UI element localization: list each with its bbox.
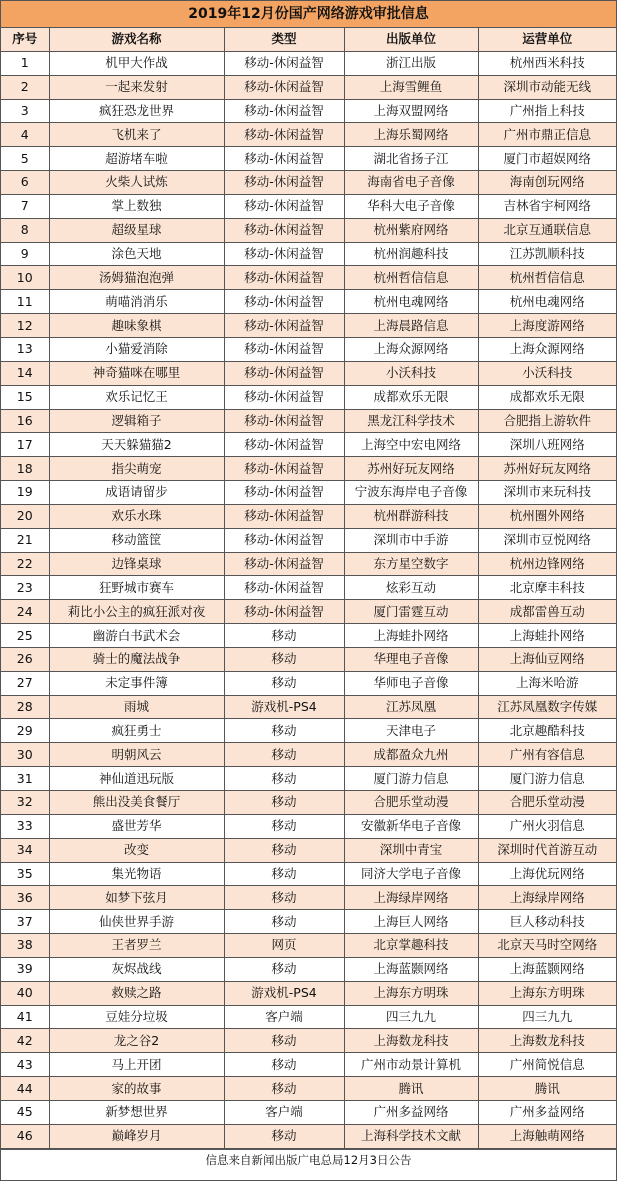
table-row [1,671,616,695]
cell-type: 移动-休闲益智 [224,171,344,195]
table-row [1,337,616,361]
cell-publisher: 上海巨人网络 [344,910,478,934]
table-row [1,504,616,528]
cell-index: 35 [1,862,49,886]
cell-publisher: 湖北省扬子江 [344,147,478,171]
cell-type: 移动-休闲益智 [224,51,344,75]
table-row [1,910,616,934]
cell-index: 16 [1,409,49,433]
cell-publisher: 宁波东海岸电子音像 [344,481,478,505]
cell-type: 移动-休闲益智 [224,194,344,218]
cell-index: 27 [1,671,49,695]
cell-game-name: 马上开团 [49,1053,224,1077]
table-row [1,1005,616,1029]
cell-publisher: 海南省电子音像 [344,171,478,195]
cell-operator: 四三九九 [478,1005,616,1029]
cell-publisher: 杭州紫府网络 [344,218,478,242]
cell-type: 移动 [224,862,344,886]
cell-operator: 上海度游网络 [478,314,616,338]
cell-index: 42 [1,1029,49,1053]
table-row [1,624,616,648]
cell-publisher: 东方星空数字 [344,552,478,576]
cell-game-name: 豆娃分垃圾 [49,1005,224,1029]
cell-operator: 杭州边锋网络 [478,552,616,576]
cell-game-name: 仙侠世界手游 [49,910,224,934]
cell-publisher: 上海晨路信息 [344,314,478,338]
cell-operator: 成都雷兽互动 [478,600,616,624]
cell-publisher: 上海乐蜀网络 [344,123,478,147]
table-row [1,886,616,910]
cell-index: 14 [1,361,49,385]
cell-game-name: 狂野城市赛车 [49,576,224,600]
cell-game-name: 逻辑箱子 [49,409,224,433]
cell-type: 客户端 [224,1100,344,1124]
cell-publisher: 厦门雷霆互动 [344,600,478,624]
cell-publisher: 天津电子 [344,719,478,743]
cell-game-name: 如梦下弦月 [49,886,224,910]
cell-index: 31 [1,767,49,791]
cell-publisher: 黑龙江科学技术 [344,409,478,433]
cell-publisher: 华师电子音像 [344,671,478,695]
cell-index: 24 [1,600,49,624]
cell-index: 9 [1,242,49,266]
cell-operator: 深圳市动能无线 [478,75,616,99]
cell-index: 25 [1,624,49,648]
cell-publisher: 同济大学电子音像 [344,862,478,886]
cell-game-name: 家的故事 [49,1077,224,1101]
cell-operator: 深圳时代首游互动 [478,838,616,862]
cell-index: 44 [1,1077,49,1101]
cell-type: 移动 [224,719,344,743]
cell-operator: 北京摩丰科技 [478,576,616,600]
cell-index: 40 [1,981,49,1005]
cell-publisher: 炫彩互动 [344,576,478,600]
cell-publisher: 浙江出版 [344,51,478,75]
cell-type: 移动 [224,743,344,767]
cell-operator: 广州多益网络 [478,1100,616,1124]
col-header-publisher: 出版单位 [344,28,478,51]
cell-operator: 海南创玩网络 [478,171,616,195]
cell-publisher: 成都盈众九州 [344,743,478,767]
table-row [1,75,616,99]
cell-index: 36 [1,886,49,910]
cell-publisher: 广州多益网络 [344,1100,478,1124]
cell-index: 1 [1,51,49,75]
cell-operator: 合肥乐堂动漫 [478,791,616,815]
cell-operator: 北京天马时空网络 [478,934,616,958]
cell-game-name: 灰烬战线 [49,957,224,981]
table-row [1,934,616,958]
cell-operator: 北京趣酷科技 [478,719,616,743]
cell-publisher: 合肥乐堂动漫 [344,791,478,815]
cell-game-name: 未定事件簿 [49,671,224,695]
cell-index: 21 [1,528,49,552]
cell-publisher: 腾讯 [344,1077,478,1101]
cell-operator: 深圳八班网络 [478,433,616,457]
cell-type: 移动-休闲益智 [224,266,344,290]
cell-operator: 上海蛙扑网络 [478,624,616,648]
cell-operator: 广州火羽信息 [478,814,616,838]
cell-index: 37 [1,910,49,934]
col-header-game-name: 游戏名称 [49,28,224,51]
cell-game-name: 机甲大作战 [49,51,224,75]
cell-game-name: 龙之谷2 [49,1029,224,1053]
table-row [1,528,616,552]
cell-game-name: 超游堵车啦 [49,147,224,171]
cell-game-name: 欢乐记忆王 [49,385,224,409]
cell-game-name: 萌喵消消乐 [49,290,224,314]
table-row [1,385,616,409]
table-row [1,147,616,171]
table-row [1,767,616,791]
cell-operator: 杭州西米科技 [478,51,616,75]
cell-index: 28 [1,695,49,719]
cell-game-name: 王者罗兰 [49,934,224,958]
cell-type: 移动-休闲益智 [224,528,344,552]
cell-index: 39 [1,957,49,981]
cell-index: 32 [1,791,49,815]
cell-game-name: 火柴人试炼 [49,171,224,195]
cell-publisher: 成都欢乐无限 [344,385,478,409]
cell-game-name: 改变 [49,838,224,862]
cell-publisher: 北京掌趣科技 [344,934,478,958]
table-row [1,218,616,242]
cell-game-name: 神仙道迅玩版 [49,767,224,791]
table-row [1,171,616,195]
cell-publisher: 上海雪鲤鱼 [344,75,478,99]
cell-game-name: 疯狂勇士 [49,719,224,743]
table-body [1,51,616,1148]
table-row [1,576,616,600]
table-row [1,791,616,815]
cell-type: 移动-休闲益智 [224,99,344,123]
cell-type: 移动-休闲益智 [224,457,344,481]
cell-operator: 杭州圈外网络 [478,504,616,528]
cell-publisher: 安徽新华电子音像 [344,814,478,838]
cell-operator: 上海蓝颢网络 [478,957,616,981]
cell-publisher: 广州市动景计算机 [344,1053,478,1077]
cell-operator: 深圳市来玩科技 [478,481,616,505]
cell-operator: 小沃科技 [478,361,616,385]
cell-index: 43 [1,1053,49,1077]
cell-publisher: 上海数龙科技 [344,1029,478,1053]
table-row [1,838,616,862]
cell-type: 移动 [224,1124,344,1148]
games-table [1,28,616,1149]
cell-publisher: 上海蛙扑网络 [344,624,478,648]
table-row [1,51,616,75]
table-row [1,862,616,886]
cell-game-name: 疯狂恐龙世界 [49,99,224,123]
cell-publisher: 苏州好玩友网络 [344,457,478,481]
cell-publisher: 上海东方明珠 [344,981,478,1005]
cell-game-name: 指尖萌宠 [49,457,224,481]
cell-operator: 广州指上科技 [478,99,616,123]
cell-game-name: 边锋桌球 [49,552,224,576]
cell-index: 10 [1,266,49,290]
cell-index: 12 [1,314,49,338]
cell-operator: 成都欢乐无限 [478,385,616,409]
table-row [1,600,616,624]
cell-index: 13 [1,337,49,361]
cell-type: 网页 [224,934,344,958]
cell-index: 18 [1,457,49,481]
table-row [1,1053,616,1077]
cell-operator: 厦门游力信息 [478,767,616,791]
table-row [1,123,616,147]
cell-type: 游戏机-PS4 [224,981,344,1005]
cell-operator: 合肥指上游软件 [478,409,616,433]
table-row [1,647,616,671]
cell-type: 移动 [224,886,344,910]
cell-operator: 上海触萌网络 [478,1124,616,1148]
cell-type: 移动 [224,791,344,815]
cell-type: 移动-休闲益智 [224,385,344,409]
cell-game-name: 掌上数独 [49,194,224,218]
cell-operator: 腾讯 [478,1077,616,1101]
cell-type: 移动 [224,767,344,791]
table-row [1,290,616,314]
cell-type: 游戏机-PS4 [224,695,344,719]
cell-publisher: 杭州哲信信息 [344,266,478,290]
cell-game-name: 天天躲猫猫2 [49,433,224,457]
cell-type: 移动 [224,671,344,695]
cell-index: 19 [1,481,49,505]
cell-index: 46 [1,1124,49,1148]
cell-game-name: 一起来发射 [49,75,224,99]
cell-publisher: 四三九九 [344,1005,478,1029]
cell-index: 3 [1,99,49,123]
cell-index: 6 [1,171,49,195]
table-row [1,481,616,505]
cell-type: 移动 [224,647,344,671]
cell-operator: 吉林省宇柯网络 [478,194,616,218]
col-header-operator: 运营单位 [478,28,616,51]
cell-operator: 广州市鼎正信息 [478,123,616,147]
cell-game-name: 救赎之路 [49,981,224,1005]
cell-index: 30 [1,743,49,767]
table-row [1,957,616,981]
cell-game-name: 雨城 [49,695,224,719]
cell-type: 移动 [224,838,344,862]
cell-type: 移动-休闲益智 [224,361,344,385]
cell-type: 移动 [224,624,344,648]
table-row [1,552,616,576]
cell-game-name: 盛世芳华 [49,814,224,838]
cell-operator: 北京互通联信息 [478,218,616,242]
cell-publisher: 杭州群游科技 [344,504,478,528]
cell-operator: 上海众源网络 [478,337,616,361]
cell-game-name: 涂色天地 [49,242,224,266]
cell-publisher: 上海双盟网络 [344,99,478,123]
cell-publisher: 华理电子音像 [344,647,478,671]
cell-index: 11 [1,290,49,314]
cell-game-name: 巅峰岁月 [49,1124,224,1148]
cell-game-name: 熊出没美食餐厅 [49,791,224,815]
cell-index: 34 [1,838,49,862]
cell-index: 23 [1,576,49,600]
cell-operator: 上海优玩网络 [478,862,616,886]
cell-type: 移动-休闲益智 [224,433,344,457]
cell-game-name: 莉比小公主的疯狂派对夜 [49,600,224,624]
cell-index: 33 [1,814,49,838]
cell-operator: 上海数龙科技 [478,1029,616,1053]
cell-publisher: 杭州电魂网络 [344,290,478,314]
table-row [1,433,616,457]
cell-index: 45 [1,1100,49,1124]
cell-index: 7 [1,194,49,218]
cell-game-name: 明朝风云 [49,743,224,767]
cell-type: 移动-休闲益智 [224,75,344,99]
cell-game-name: 飞机来了 [49,123,224,147]
cell-type: 移动-休闲益智 [224,552,344,576]
cell-game-name: 幽游白书武术会 [49,624,224,648]
cell-type: 移动-休闲益智 [224,337,344,361]
cell-type: 移动 [224,1029,344,1053]
cell-type: 移动-休闲益智 [224,290,344,314]
cell-type: 移动 [224,1077,344,1101]
cell-publisher: 上海蓝颢网络 [344,957,478,981]
header-row [1,28,616,51]
cell-type: 移动-休闲益智 [224,576,344,600]
cell-index: 20 [1,504,49,528]
cell-type: 移动 [224,1053,344,1077]
cell-operator: 江苏凯顺科技 [478,242,616,266]
cell-game-name: 趣味象棋 [49,314,224,338]
table-row [1,1100,616,1124]
cell-type: 移动-休闲益智 [224,409,344,433]
table-row [1,719,616,743]
cell-publisher: 上海科学技术文献 [344,1124,478,1148]
cell-index: 29 [1,719,49,743]
col-header-type: 类型 [224,28,344,51]
table-row [1,814,616,838]
cell-publisher: 上海众源网络 [344,337,478,361]
cell-publisher: 深圳市中手游 [344,528,478,552]
table-row [1,457,616,481]
table-row [1,242,616,266]
cell-operator: 上海绿岸网络 [478,886,616,910]
cell-game-name: 集光物语 [49,862,224,886]
cell-publisher: 上海空中宏电网络 [344,433,478,457]
cell-game-name: 欢乐水珠 [49,504,224,528]
table-row [1,1077,616,1101]
cell-game-name: 超级星球 [49,218,224,242]
cell-index: 38 [1,934,49,958]
cell-game-name: 汤姆猫泡泡弹 [49,266,224,290]
cell-type: 移动 [224,814,344,838]
cell-publisher: 华科大电子音像 [344,194,478,218]
cell-operator: 杭州哲信信息 [478,266,616,290]
cell-index: 4 [1,123,49,147]
cell-type: 移动-休闲益智 [224,123,344,147]
cell-index: 5 [1,147,49,171]
table-row [1,194,616,218]
table-row [1,1029,616,1053]
cell-type: 移动-休闲益智 [224,218,344,242]
cell-game-name: 新梦想世界 [49,1100,224,1124]
table-row [1,361,616,385]
cell-type: 移动-休闲益智 [224,504,344,528]
cell-operator: 广州简悦信息 [478,1053,616,1077]
cell-operator: 深圳市豆悦网络 [478,528,616,552]
cell-index: 41 [1,1005,49,1029]
cell-index: 2 [1,75,49,99]
cell-game-name: 小猫爱消除 [49,337,224,361]
table-row [1,314,616,338]
table-row [1,981,616,1005]
cell-type: 移动-休闲益智 [224,481,344,505]
cell-type: 客户端 [224,1005,344,1029]
cell-type: 移动-休闲益智 [224,242,344,266]
table-row [1,409,616,433]
cell-operator: 巨人移动科技 [478,910,616,934]
cell-game-name: 移动篮筐 [49,528,224,552]
table-row [1,99,616,123]
cell-publisher: 小沃科技 [344,361,478,385]
cell-index: 8 [1,218,49,242]
source-footnote: 信息来自新闻出版广电总局12月3日公告 [1,1149,616,1171]
cell-publisher: 厦门游力信息 [344,767,478,791]
cell-type: 移动 [224,910,344,934]
cell-index: 26 [1,647,49,671]
table-row [1,1124,616,1148]
cell-operator: 杭州电魂网络 [478,290,616,314]
cell-publisher: 深圳中青宝 [344,838,478,862]
cell-operator: 上海米哈游 [478,671,616,695]
cell-type: 移动 [224,957,344,981]
table-row [1,695,616,719]
cell-type: 移动-休闲益智 [224,314,344,338]
cell-publisher: 杭州润趣科技 [344,242,478,266]
table-row [1,266,616,290]
cell-type: 移动-休闲益智 [224,600,344,624]
cell-operator: 江苏凤凰数字传媒 [478,695,616,719]
cell-operator: 厦门市超娱网络 [478,147,616,171]
cell-operator: 上海仙豆网络 [478,647,616,671]
cell-operator: 上海东方明珠 [478,981,616,1005]
cell-type: 移动-休闲益智 [224,147,344,171]
cell-index: 17 [1,433,49,457]
cell-game-name: 骑士的魔法战争 [49,647,224,671]
table-title: 2019年12月份国产网络游戏审批信息 [1,1,616,28]
cell-operator: 苏州好玩友网络 [478,457,616,481]
col-header-index: 序号 [1,28,49,51]
cell-game-name: 成语请留步 [49,481,224,505]
cell-operator: 广州有容信息 [478,743,616,767]
cell-publisher: 上海绿岸网络 [344,886,478,910]
cell-game-name: 神奇猫咪在哪里 [49,361,224,385]
cell-index: 22 [1,552,49,576]
cell-index: 15 [1,385,49,409]
cell-publisher: 江苏凤凰 [344,695,478,719]
table-row [1,743,616,767]
